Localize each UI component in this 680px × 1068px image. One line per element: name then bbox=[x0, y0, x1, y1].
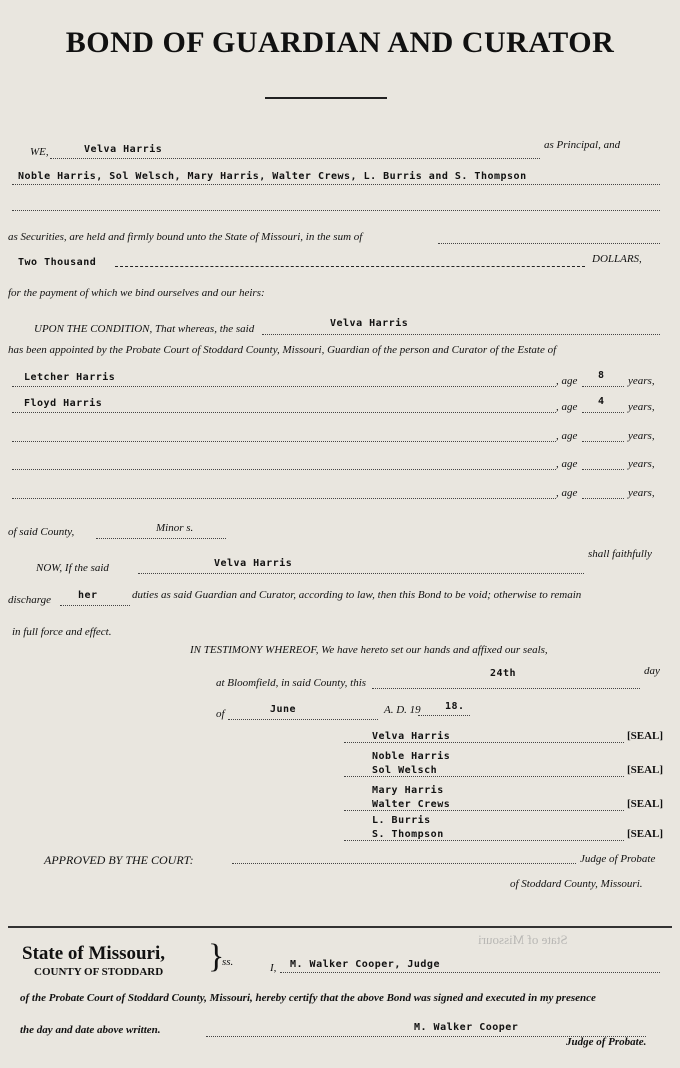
principal-line bbox=[50, 158, 540, 159]
securities-line-2 bbox=[12, 210, 660, 211]
now-text: NOW, If the said bbox=[36, 562, 109, 574]
signature-line bbox=[344, 810, 624, 811]
age-label: , age bbox=[556, 401, 578, 413]
now-name: Velva Harris bbox=[214, 558, 293, 569]
minor-age-line bbox=[582, 469, 624, 470]
county-heading: COUNTY OF STODDARD bbox=[34, 966, 164, 978]
ss-label: ss. bbox=[222, 956, 234, 968]
age-label: , age bbox=[556, 487, 578, 499]
signature-name: Noble Harris bbox=[372, 751, 451, 762]
seal-label: [SEAL] bbox=[627, 764, 664, 776]
principal-suffix: as Principal, and bbox=[544, 139, 621, 151]
signature-name: Sol Welsch bbox=[372, 765, 438, 776]
signature-name: Mary Harris bbox=[372, 785, 444, 796]
minor-name-line bbox=[12, 498, 556, 499]
years-label: years, bbox=[628, 430, 655, 442]
now-line bbox=[138, 573, 584, 574]
faithfully-text: shall faithfully bbox=[588, 548, 652, 560]
minor-label: Minor s. bbox=[156, 522, 194, 534]
minor-name: Letcher Harris bbox=[24, 372, 116, 383]
minor-name-line bbox=[12, 386, 556, 387]
sum-amount: Two Thousand bbox=[18, 257, 97, 268]
dollars-label: DOLLARS, bbox=[592, 253, 642, 265]
payment-text: for the payment of which we bind ourselves and our heirs: bbox=[8, 287, 265, 299]
of-label: of bbox=[216, 708, 225, 720]
day-line bbox=[372, 688, 640, 689]
securities-text: as Securities, are held and firmly bound unto the State of Missouri, in the sum of bbox=[8, 231, 363, 243]
minor-age-line bbox=[582, 386, 624, 387]
section-divider bbox=[8, 926, 672, 928]
pronoun-line bbox=[60, 605, 130, 606]
testimony-text: IN TESTIMONY WHEREOF, We have hereto set our hands and affixed our seals, bbox=[190, 644, 548, 656]
cert-name-title: M. Walker Cooper, Judge bbox=[290, 959, 440, 970]
condition-name: Velva Harris bbox=[330, 318, 409, 329]
approved-text: APPROVED BY THE COURT: bbox=[44, 853, 194, 867]
securities-names: Noble Harris, Sol Welsch, Mary Harris, Walter Crews, L. Burris and S. Thompson bbox=[18, 171, 527, 182]
appointed-text: has been appointed by the Probate Court of Stoddard County, Missouri, Guardian of the person and Curator of the Estate of bbox=[8, 344, 557, 356]
age-label: , age bbox=[556, 375, 578, 387]
signature-name: Velva Harris bbox=[372, 731, 451, 742]
discharge-label: discharge bbox=[8, 594, 51, 606]
age-label: , age bbox=[556, 430, 578, 442]
month-line bbox=[228, 719, 378, 720]
sum-line-top bbox=[438, 243, 660, 244]
force-text: in full force and effect. bbox=[12, 626, 112, 638]
years-label: years, bbox=[628, 487, 655, 499]
condition-text: UPON THE CONDITION, That whereas, the said bbox=[34, 323, 255, 335]
seal-label: [SEAL] bbox=[627, 798, 664, 810]
sum-dash-line bbox=[115, 266, 585, 267]
minor-line bbox=[96, 538, 226, 539]
day-label: day bbox=[644, 665, 660, 677]
signature-line bbox=[344, 776, 624, 777]
duties-text: duties as said Guardian and Curator, according to law, then this Bond to be void; otherwise to remain bbox=[132, 589, 582, 601]
minor-age-line bbox=[582, 498, 624, 499]
years-label: years, bbox=[628, 401, 655, 413]
cert-name-line bbox=[280, 972, 660, 973]
signature-line bbox=[344, 742, 624, 743]
cert-judge-label: Judge of Probate. bbox=[566, 1036, 647, 1048]
signature-name: S. Thompson bbox=[372, 829, 444, 840]
judge-label: Judge of Probate bbox=[580, 853, 656, 865]
cert-text-2: the day and date above written. bbox=[20, 1024, 161, 1036]
stoddard-label: of Stoddard County, Missouri. bbox=[510, 878, 643, 890]
pronoun: her bbox=[78, 590, 98, 601]
minor-age: 4 bbox=[598, 396, 605, 407]
cert-signature: M. Walker Cooper bbox=[414, 1022, 519, 1033]
county-text: of said County, bbox=[8, 526, 75, 538]
year-line bbox=[418, 715, 470, 716]
minor-name-line bbox=[12, 441, 556, 442]
years-label: years, bbox=[628, 458, 655, 470]
day-value: 24th bbox=[490, 668, 517, 679]
minor-age-line bbox=[582, 441, 624, 442]
title-rule bbox=[265, 97, 387, 99]
years-label: years, bbox=[628, 375, 655, 387]
minor-age: 8 bbox=[598, 370, 605, 381]
brace-glyph: } bbox=[208, 938, 225, 975]
bloomfield-text: at Bloomfield, in said County, this bbox=[216, 677, 367, 689]
year-value: 18. bbox=[445, 701, 465, 712]
we-label: WE, bbox=[30, 146, 49, 158]
minor-age-line bbox=[582, 412, 624, 413]
minor-name-line bbox=[12, 469, 556, 470]
signature-name: L. Burris bbox=[372, 815, 431, 826]
seal-label: [SEAL] bbox=[627, 730, 664, 742]
signature-line bbox=[344, 840, 624, 841]
condition-line bbox=[262, 334, 660, 335]
signature-name: Walter Crews bbox=[372, 799, 451, 810]
minor-name-line bbox=[12, 412, 556, 413]
bleed-through-ghost: State of Missouri bbox=[478, 932, 568, 947]
cert-intro: I, bbox=[270, 962, 277, 974]
month-value: June bbox=[270, 704, 297, 715]
securities-line-1 bbox=[12, 184, 660, 185]
state-heading: State of Missouri, bbox=[22, 943, 166, 964]
principal-name: Velva Harris bbox=[84, 144, 163, 155]
document-title: BOND OF GUARDIAN AND CURATOR bbox=[65, 26, 615, 59]
judge-line bbox=[232, 863, 576, 864]
cert-text: of the Probate Court of Stoddard County, Missouri, hereby certify that the above Bond was signed and executed in my presence bbox=[20, 992, 596, 1004]
age-label: , age bbox=[556, 458, 578, 470]
ad-label: A. D. 19 bbox=[384, 704, 421, 716]
seal-label: [SEAL] bbox=[627, 828, 664, 840]
minor-name: Floyd Harris bbox=[24, 398, 103, 409]
